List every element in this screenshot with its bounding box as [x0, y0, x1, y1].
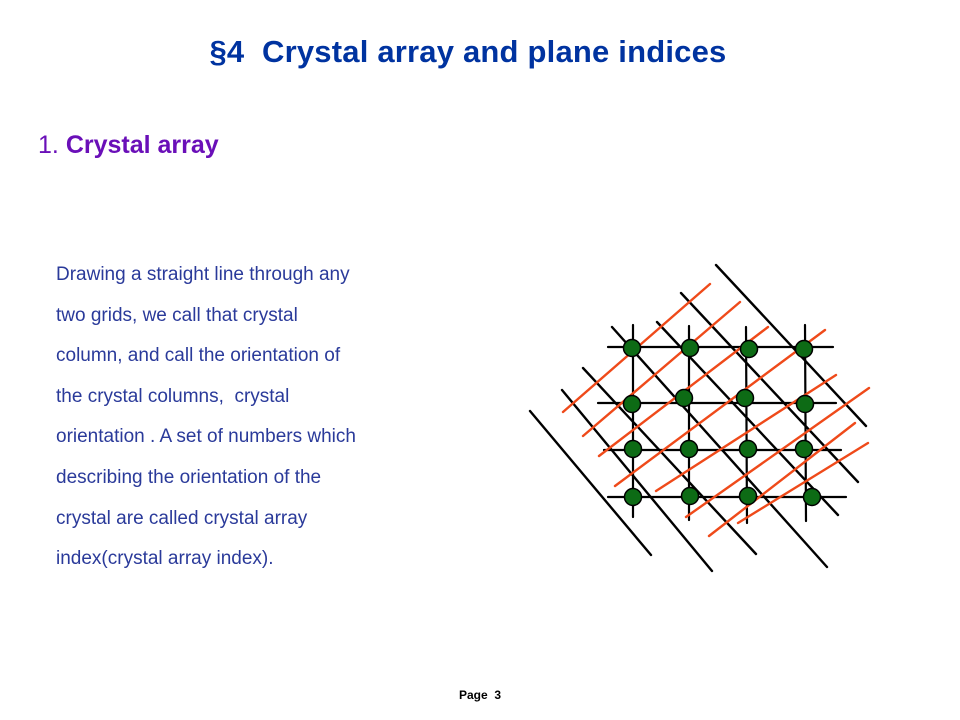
body-paragraph: [56, 255, 496, 580]
red-diagonal-line: [709, 423, 855, 536]
red-diagonal-line: [615, 330, 825, 486]
lattice-atom: [804, 489, 821, 506]
lattice-atom: [740, 488, 757, 505]
page-number: Page 3: [458, 688, 502, 702]
lattice-atom: [624, 340, 641, 357]
body-line: orientation . A set of numbers which: [56, 426, 356, 448]
lattice-atom: [682, 340, 699, 357]
lattice-atom: [796, 341, 813, 358]
lattice-atom: [797, 396, 814, 413]
lattice-atom: [682, 488, 699, 505]
body-line: Drawing a straight line through any: [56, 264, 350, 285]
lattice-atom: [625, 441, 642, 458]
lattice-atom: [681, 441, 698, 458]
lattice-atom: [676, 390, 693, 407]
lattice-atom: [625, 489, 642, 506]
lattice-atom: [741, 341, 758, 358]
body-line: two grids, we call that crystal: [56, 304, 298, 326]
red-diagonal-line: [583, 302, 740, 436]
body-line: describing the orientation of the: [56, 466, 322, 488]
lattice-atoms: [624, 340, 821, 506]
lattice-atom: [796, 441, 813, 458]
lattice-atom: [624, 396, 641, 413]
lattice-atom: [740, 441, 757, 458]
lattice-atom: [737, 390, 754, 407]
section-number: 1.: [38, 131, 59, 159]
black-diagonal-lines: [530, 265, 866, 571]
body-line: index(crystal array index).: [56, 548, 274, 570]
body-line: column, and call the orientation of: [56, 345, 341, 367]
body-line: crystal are called crystal array: [56, 507, 308, 529]
crystal-lattice-figure: [515, 255, 875, 585]
black-diagonal-line: [583, 368, 756, 554]
section-name: Crystal array: [65, 131, 219, 159]
body-line: the crystal columns, crystal: [56, 385, 290, 407]
slide-title: §4 Crystal array and plane indices: [209, 34, 727, 69]
section-heading: [38, 131, 219, 160]
